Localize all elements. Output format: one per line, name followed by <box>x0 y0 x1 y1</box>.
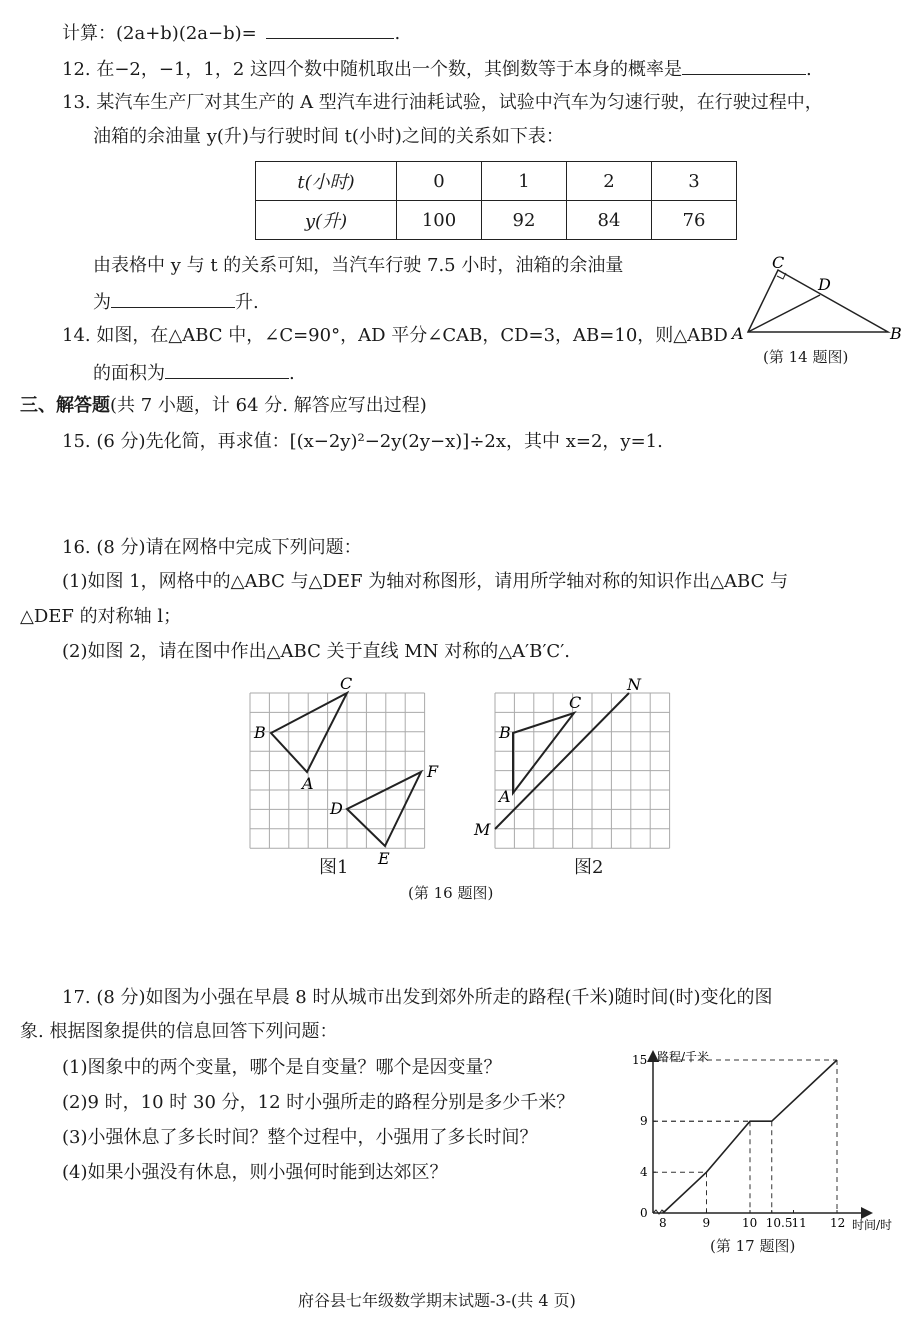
question-12 <box>62 56 812 81</box>
x-tick-label: 8 <box>659 1216 667 1230</box>
label-d: D <box>330 799 343 818</box>
page-footer: 府谷县七年级数学期末试题-3-(共 4 页) <box>298 1291 576 1310</box>
q16-line4: (2)如图 2，请在图中作出△ABC 关于直线 MN 对称的△A′B′C′. <box>62 641 571 662</box>
q17-sub4: (4)如果小强没有休息，则小强何时能到达郊区？ <box>62 1162 448 1183</box>
x-tick-label: 9 <box>702 1216 711 1230</box>
question-15: 15. (6 分)先化简，再求值：[(x−2y)²−2y(2y−x)]÷2x，其中 x=2，y=1. <box>62 431 663 452</box>
section-3-heading <box>20 395 427 417</box>
label-c: C <box>772 253 785 272</box>
bisector-ad <box>748 295 820 332</box>
label-a: A <box>499 787 511 806</box>
section-3-desc: (共 7 小题，计 64 分. 解答应写出过程) <box>110 395 427 416</box>
table-cell: 0 <box>397 162 482 201</box>
question-11 <box>62 20 400 45</box>
y-tick-label: 9 <box>640 1114 648 1129</box>
q13-line4-prefix: 为 <box>93 292 111 313</box>
table-cell: 92 <box>482 201 567 240</box>
triangle-abc <box>271 693 347 772</box>
table-cell: 100 <box>397 201 482 240</box>
table-row <box>256 162 737 201</box>
q16-fig1-grid <box>240 672 440 882</box>
q16-line1: 16. (8 分)请在网格中完成下列问题： <box>62 537 362 558</box>
q13-line3: 由表格中 y 与 t 的关系可知，当汽车行驶 7.5 小时，油箱的余油量 <box>93 255 624 276</box>
q13-line4 <box>93 289 259 314</box>
table-cell: t(小时) <box>256 162 397 201</box>
q14-end: . <box>289 363 295 384</box>
oil-table <box>255 161 737 240</box>
label-b: B <box>499 723 511 742</box>
q17-distance-time-chart <box>620 1045 910 1245</box>
x-tick-label: 10.5 <box>765 1216 793 1230</box>
y-tick-label: 4 <box>640 1165 648 1180</box>
q12-end: . <box>806 59 812 80</box>
q12-answer-blank[interactable] <box>682 56 806 75</box>
label-c: C <box>569 693 582 712</box>
label-e: E <box>378 849 390 868</box>
q16-line3: △DEF 的对称轴 l； <box>20 606 182 627</box>
table-cell: 3 <box>652 162 737 201</box>
q17-line2: 象. 根据图象提供的信息回答下列问题： <box>20 1021 338 1042</box>
label-b: B <box>890 324 902 343</box>
q12-text: 12. 在−2，−1，1，2 这四个数中随机取出一个数，其倒数等于本身的概率是 <box>62 59 683 80</box>
table-cell: 84 <box>567 201 652 240</box>
q13-line4-suffix: 升. <box>235 292 259 313</box>
table-cell: 1 <box>482 162 567 201</box>
q17-line1: 17. (8 分)如图为小强在早晨 8 时从城市出发到郊外所走的路程(千米)随时间(时)变化的图 <box>62 987 773 1008</box>
label-a: A <box>732 324 744 343</box>
q16-caption: (第 16 题图) <box>408 884 494 902</box>
q17-sub2: (2)9 时，10 时 30 分，12 时小强所走的路程分别是多少千米？ <box>62 1092 575 1113</box>
q14-line1: 14. 如图，在△ABC 中，∠C=90°，AD 平分∠CAB，CD=3，AB=10，则△ABD <box>62 325 728 346</box>
q11-text: 计算：(2a+b)(2a−b)= <box>62 23 257 44</box>
q13-line1: 13. 某汽车生产厂对其生产的 A 型汽车进行油耗试验，试验中汽车为匀速行驶，在行驶过程中， <box>62 92 823 113</box>
label-n: N <box>627 675 641 694</box>
x-tick-label: 12 <box>830 1216 846 1230</box>
fig2-label: 图2 <box>574 857 604 878</box>
label-d: D <box>818 275 831 294</box>
q17-sub3: (3)小强休息了多长时间？整个过程中，小强用了多长时间？ <box>62 1127 538 1148</box>
table-cell: 2 <box>567 162 652 201</box>
label-a: A <box>302 774 314 793</box>
table-cell: 76 <box>652 201 737 240</box>
q13-answer-blank[interactable] <box>111 289 235 308</box>
q14-answer-blank[interactable] <box>165 360 289 379</box>
line-mn <box>495 693 629 829</box>
q17-caption: (第 17 题图) <box>710 1237 796 1255</box>
table-cell: y(升) <box>256 201 397 240</box>
y-tick-label: 0 <box>640 1206 648 1220</box>
x-axis-label: 时间/时 <box>852 1218 893 1232</box>
y-tick-label: 15 <box>632 1053 648 1067</box>
q16-fig2-grid <box>470 672 680 882</box>
q17-sub1: (1)图象中的两个变量，哪个是自变量？哪个是因变量？ <box>62 1057 502 1078</box>
section-3-title: 三、解答题 <box>20 395 110 416</box>
chart-marks <box>632 1053 845 1230</box>
label-b: B <box>254 723 266 742</box>
q16-line2: (1)如图 1，网格中的△ABC 与△DEF 为轴对称图形，请用所学轴对称的知识作出△ABC 与 <box>62 571 789 592</box>
x-tick-label: 11 <box>791 1216 807 1230</box>
y-axis-label: 路程/千米 <box>657 1050 710 1064</box>
grid-lines <box>495 693 670 848</box>
label-f: F <box>427 762 439 781</box>
q14-line2 <box>93 360 295 385</box>
label-m: M <box>474 820 491 839</box>
fig1-label: 图1 <box>319 857 349 878</box>
grid-lines <box>250 693 425 848</box>
q11-end: . <box>394 23 401 44</box>
label-c: C <box>340 674 353 693</box>
q13-line2: 油箱的余油量 y(升)与行驶时间 t(小时)之间的关系如下表： <box>93 126 564 147</box>
q14-caption: (第 14 题图) <box>763 348 849 366</box>
x-tick-label: 10 <box>742 1216 758 1230</box>
q14-triangle-figure <box>730 255 900 355</box>
table-row <box>256 201 737 240</box>
q14-line2-text: 的面积为 <box>93 363 165 384</box>
q11-answer-blank[interactable] <box>266 20 394 39</box>
series-line <box>663 1060 837 1213</box>
